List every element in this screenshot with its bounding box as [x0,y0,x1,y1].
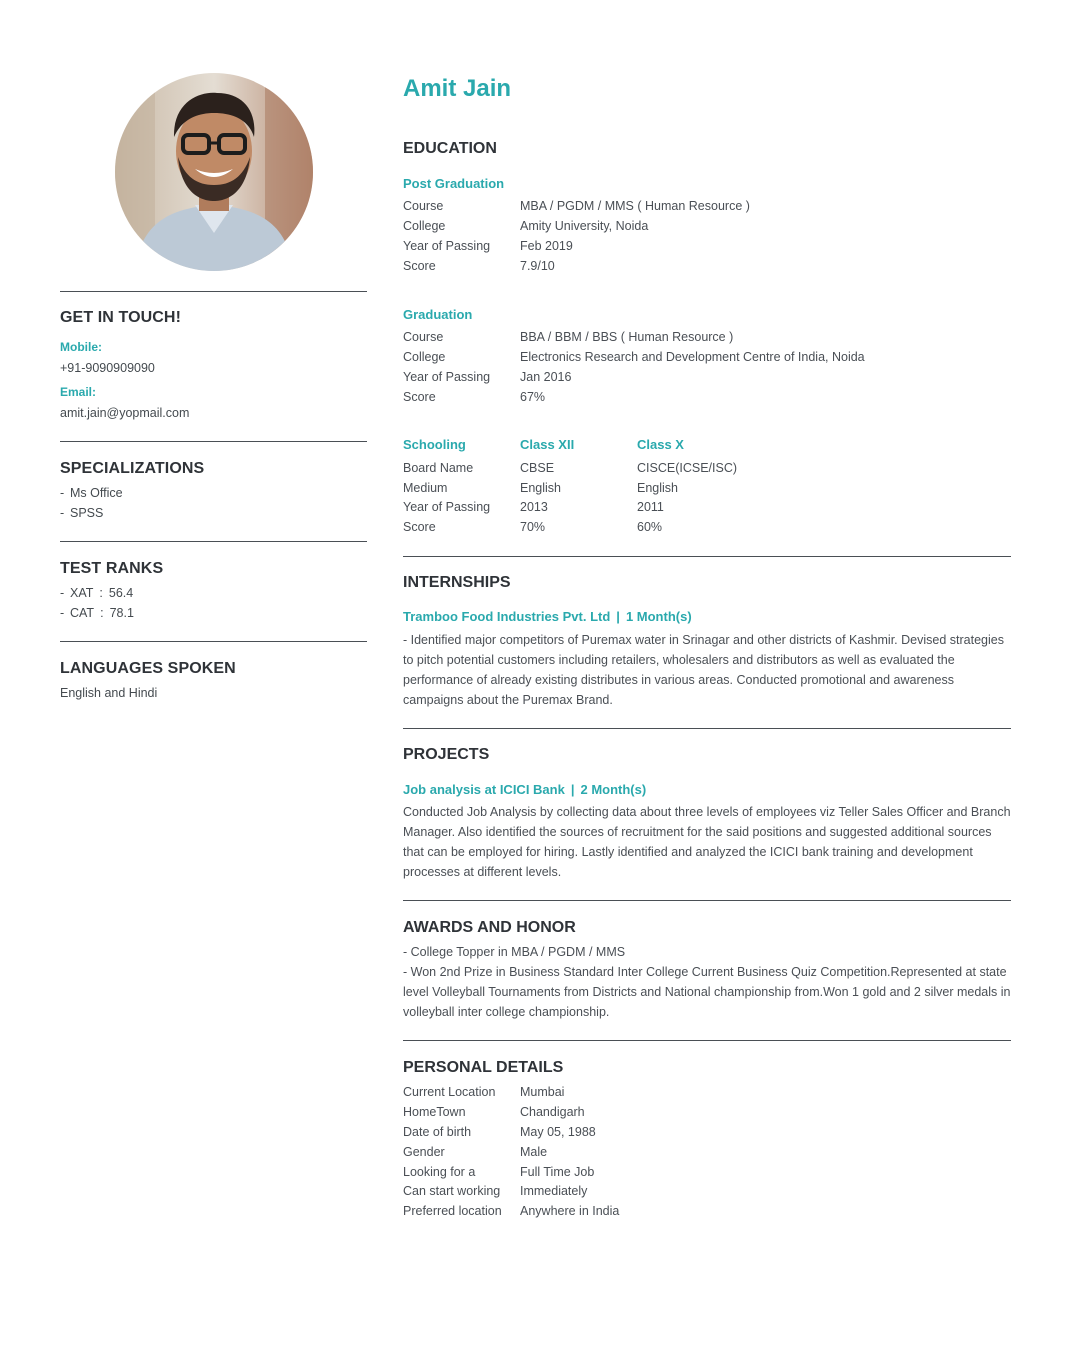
divider [60,641,367,642]
candidate-name: Amit Jain [403,75,512,102]
list-item: - Ms Office [60,486,123,500]
projects-heading: PROJECTS [403,746,490,763]
divider [60,441,367,442]
internship-description: - Identified major competitors of Puremax water in Srinagar and other districts of Kashmir. Devised strategies to pitch potential customers including retailers, wholesalers and distributors as well as evaluated the performance of already existing distributes in various areas. Conducted promotional and awareness campaigns about the Puremax Brand. [403,633,1004,707]
email-address[interactable]: amit.jain@yopmail.com [60,406,190,420]
awards-heading: AWARDS AND HONOR [403,919,576,936]
class-xii-header: Class XII [520,437,575,452]
project-title: Job analysis at ICICI Bank | 2 Month(s) [403,782,647,797]
divider [60,541,367,542]
divider [403,556,1011,557]
mobile-label: Mobile: [60,340,102,354]
test-ranks-heading: TEST RANKS [60,560,164,577]
internship-title: Tramboo Food Industries Pvt. Ltd | 1 Month(s) [403,609,692,624]
schooling-title: Schooling [403,437,466,452]
contact-heading: GET IN TOUCH! [60,309,182,326]
list-item: - CAT : 78.1 [60,606,134,620]
divider [403,1040,1011,1041]
divider [60,291,367,292]
list-item: - SPSS [60,506,104,520]
personal-details-heading: PERSONAL DETAILS [403,1059,564,1076]
education-heading: EDUCATION [403,140,497,157]
divider [403,728,1011,729]
list-item: - XAT : 56.4 [60,586,134,600]
mobile-number[interactable]: +91-9090909090 [60,361,155,375]
internships-heading: INTERNSHIPS [403,574,511,591]
specializations-heading: SPECIALIZATIONS [60,460,205,477]
post-graduation-title: Post Graduation [403,176,505,191]
languages-value: English and Hindi [60,686,158,700]
award-item: - Won 2nd Prize in Business Standard Inter College Current Business Quiz Competition.Represented at state level Volleyball Tournaments from Districts and National championship from.Won 1 gold and 2 silver medals in volleyball inter college championship. [403,965,1011,1019]
languages-heading: LANGUAGES SPOKEN [60,660,236,677]
avatar-illustration [115,73,313,271]
class-x-header: Class X [637,437,684,452]
award-item: - College Topper in MBA / PGDM / MMS [403,945,626,959]
graduation-title: Graduation [403,307,473,322]
project-description: Conducted Job Analysis by collecting data about three levels of employees viz Teller Sales Officer and Branch Manager. Also identified the sources of recruitment for the said positions and suggested additional sources that can be employed for hiring. Lastly identified and analyzed the ICICI bank training and development processes at different levels. [403,805,1011,879]
email-label: Email: [60,385,97,399]
profile-photo [115,73,313,271]
divider [403,900,1011,901]
